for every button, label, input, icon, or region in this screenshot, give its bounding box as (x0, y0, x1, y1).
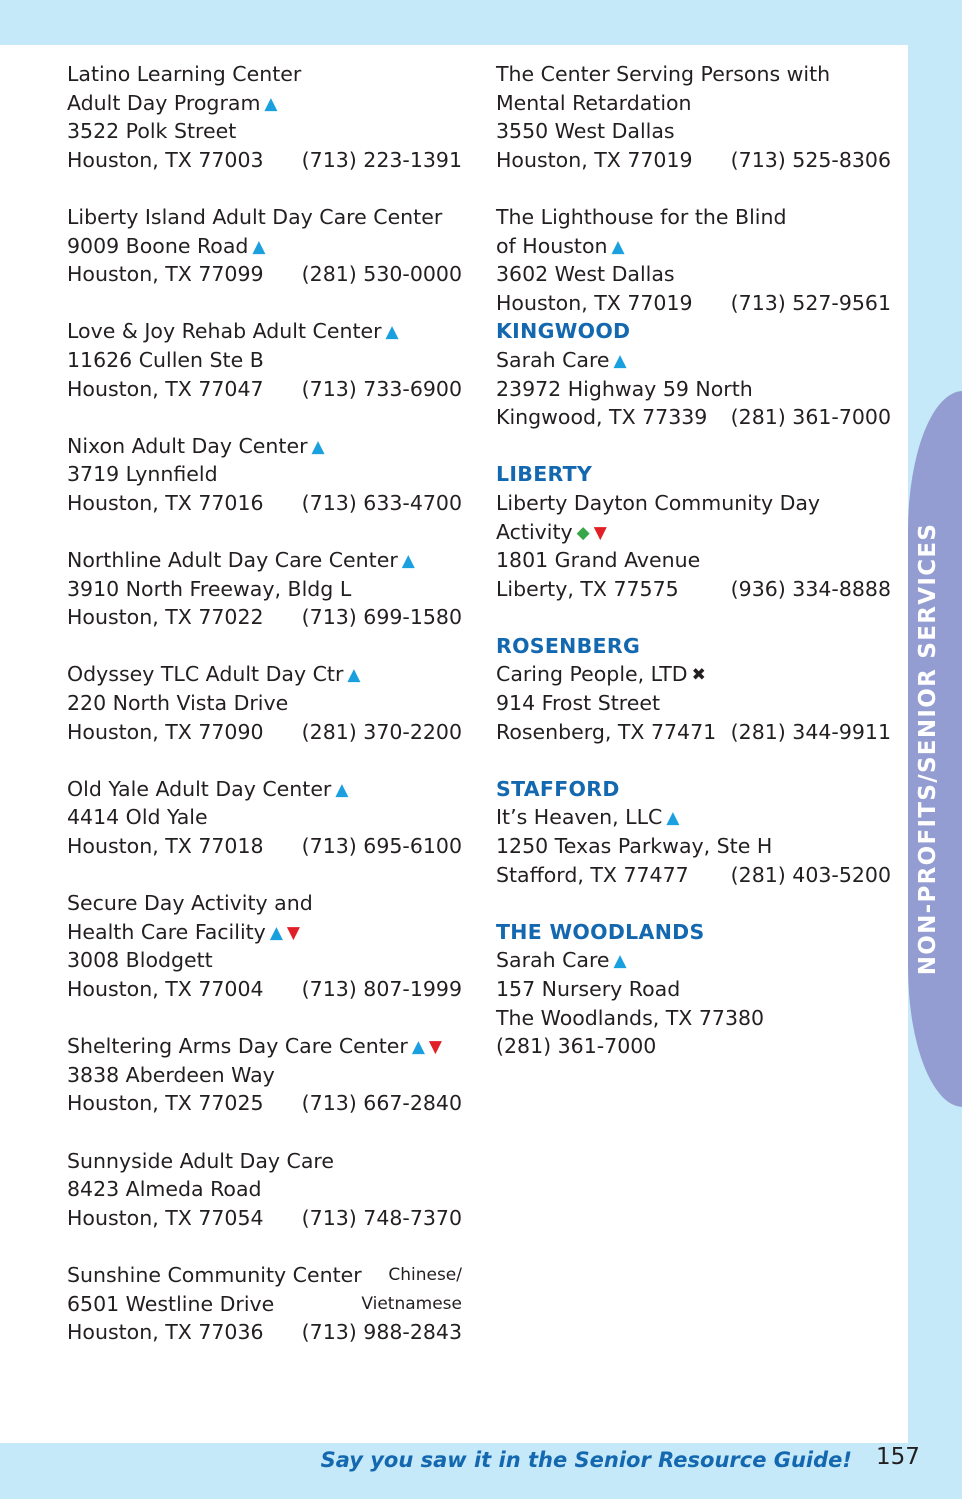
listing-city: Houston, TX 77004 (67, 977, 264, 1001)
listing-name: Latino Learning Center (67, 62, 302, 86)
listing-sunnyside (67, 1147, 462, 1233)
listing-city: The Woodlands, TX 77380 (496, 1005, 765, 1030)
listing-language: Chinese/ (388, 1264, 462, 1285)
listing-phone: (713) 695-6100 (301, 834, 462, 859)
triangle-up-icon: ▲ (311, 436, 325, 457)
listing-nixon (67, 432, 462, 518)
listing-name-cont: of Houston (496, 233, 608, 258)
listing-address: 11626 Cullen Ste B (67, 347, 264, 372)
page-number: 157 (876, 1444, 920, 1470)
listing-name: It’s Heaven, LLC (496, 805, 663, 830)
listing-address: 3910 North Freeway, Bldg L (67, 576, 352, 601)
listing-city: Houston, TX 77099 (67, 262, 264, 287)
section-tab-label: NON-PROFITS/SENIOR SERVICES (915, 522, 941, 976)
listing-address: 3522 Polk Street (67, 119, 237, 144)
listing-city: Houston, TX 77016 (67, 490, 264, 515)
listing-lighthouse-blind (496, 203, 891, 317)
triangle-down-icon: ▼ (286, 922, 300, 943)
listing-address: 1801 Grand Avenue (496, 548, 701, 573)
cross-icon: ✖ (691, 665, 706, 686)
listing-latino-learning-center (67, 60, 462, 174)
triangle-up-icon: ▲ (401, 551, 415, 572)
listing-phone: (936) 334-8888 (730, 576, 891, 601)
section-stafford (496, 775, 891, 889)
left-column (67, 60, 462, 1347)
listing-phone: (713) 525-8306 (730, 147, 891, 172)
listing-name: Sarah Care (496, 347, 610, 372)
listing-address: 6501 Westline Drive (67, 1291, 275, 1316)
section-rosenberg (496, 632, 891, 746)
listing-city: Houston, TX 77047 (67, 376, 264, 401)
listing-address: 4414 Old Yale (67, 805, 208, 830)
listing-center-serving-persons (496, 60, 891, 174)
section-heading: LIBERTY (496, 462, 593, 487)
listing-secure-day (67, 889, 462, 1003)
listing-name-cont: Mental Retardation (496, 90, 692, 115)
listing-name: Love & Joy Rehab Adult Center (67, 319, 382, 344)
listing-address: 3838 Aberdeen Way (67, 1062, 275, 1087)
section-heading: THE WOODLANDS (496, 919, 705, 944)
listing-name-cont: Health Care Facility (67, 919, 266, 944)
listing-city: Liberty, TX 77575 (496, 576, 679, 601)
listing-city: Houston, TX 77003 (67, 147, 264, 172)
listing-address: 1250 Texas Parkway, Ste H (496, 834, 773, 859)
listing-city: Houston, TX 77018 (67, 834, 264, 859)
section-heading: KINGWOOD (496, 319, 631, 344)
listing-city: Houston, TX 77036 (67, 1320, 264, 1345)
listing-name: Old Yale Adult Day Center (67, 776, 332, 801)
listing-phone: (713) 699-1580 (301, 605, 462, 630)
listing-name: Liberty Island Adult Day Care Center (67, 204, 443, 229)
listing-phone: (281) 344-9911 (730, 719, 891, 744)
listing-address: 914 Frost Street (496, 691, 660, 716)
listing-name: Sunshine Community Center (67, 1262, 362, 1287)
listing-name: The Lighthouse for the Blind (496, 204, 787, 229)
listing-city: Houston, TX 77090 (67, 719, 264, 744)
triangle-up-icon: ▲ (335, 779, 349, 800)
listing-odyssey (67, 660, 462, 746)
listing-northline (67, 546, 462, 632)
listing-phone: (713) 748-7370 (301, 1205, 462, 1230)
triangle-up-icon: ▲ (264, 93, 278, 114)
section-liberty (496, 460, 891, 603)
triangle-up-icon: ▲ (666, 808, 680, 829)
listing-liberty-island (67, 203, 462, 289)
listing-name: Northline Adult Day Care Center (67, 548, 398, 573)
right-column (496, 60, 891, 1061)
section-heading: ROSENBERG (496, 633, 641, 658)
listing-address: 3719 Lynnfield (67, 462, 218, 487)
listing-address: 3008 Blodgett (67, 948, 213, 973)
listing-old-yale (67, 775, 462, 861)
listing-phone: (713) 733-6900 (301, 376, 462, 401)
triangle-up-icon: ▲ (269, 922, 283, 943)
listing-city: Kingwood, TX 77339 (496, 405, 708, 430)
section-kingwood (496, 317, 891, 431)
listing-city: Houston, TX 77019 (496, 147, 693, 172)
listing-name: The Center Serving Persons with (496, 62, 831, 86)
listing-name-cont: Activity (496, 519, 573, 544)
listing-city: Stafford, TX 77477 (496, 862, 689, 887)
listing-phone: (713) 527-9561 (730, 290, 891, 315)
listing-name: Liberty Dayton Community Day (496, 490, 821, 515)
listing-phone: (713) 667-2840 (301, 1091, 462, 1116)
triangle-down-icon: ▼ (428, 1037, 442, 1058)
listing-phone: (713) 807-1999 (301, 977, 462, 1001)
listing-phone: (713) 223-1391 (301, 147, 462, 172)
listing-phone: (281) 361-7000 (496, 1034, 657, 1059)
listing-name-cont: Adult Day Program (67, 90, 261, 115)
section-the-woodlands (496, 918, 891, 1061)
listing-language-cont: Vietnamese (361, 1293, 462, 1314)
triangle-up-icon: ▲ (613, 951, 627, 972)
listing-address: 3602 West Dallas (496, 262, 675, 287)
triangle-up-icon: ▲ (252, 236, 266, 257)
listing-city: Houston, TX 77054 (67, 1205, 264, 1230)
listing-address: 157 Nursery Road (496, 977, 681, 1001)
triangle-up-icon: ▲ (611, 236, 625, 257)
listing-address: 9009 Boone Road (67, 233, 249, 258)
listing-address: 220 North Vista Drive (67, 691, 289, 716)
listing-name: Secure Day Activity and (67, 891, 313, 916)
listing-address: 23972 Highway 59 North (496, 376, 753, 401)
section-heading: STAFFORD (496, 776, 620, 801)
listing-city: Houston, TX 77022 (67, 605, 264, 630)
triangle-down-icon: ▼ (593, 522, 607, 543)
listing-phone: (713) 988-2843 (301, 1320, 462, 1345)
diamond-icon: ◆ (576, 522, 590, 543)
listing-city: Houston, TX 77019 (496, 290, 693, 315)
listing-address: 3550 West Dallas (496, 119, 675, 144)
listing-phone: (281) 530-0000 (301, 262, 462, 287)
listing-phone: (281) 361-7000 (730, 405, 891, 430)
listing-phone: (281) 370-2200 (301, 719, 462, 744)
listing-sheltering-arms (67, 1032, 462, 1118)
listing-name: Sunnyside Adult Day Care (67, 1148, 335, 1173)
listing-phone: (713) 633-4700 (301, 490, 462, 515)
listing-love-joy (67, 317, 462, 403)
listing-name: Odyssey TLC Adult Day Ctr (67, 662, 344, 687)
footer-tagline: Say you saw it in the Senior Resource Guide! (320, 1448, 852, 1472)
triangle-up-icon: ▲ (347, 665, 361, 686)
triangle-up-icon: ▲ (613, 350, 627, 371)
listing-name: Sarah Care (496, 948, 610, 973)
listing-city: Rosenberg, TX 77471 (496, 719, 717, 744)
listing-phone: (281) 403-5200 (730, 862, 891, 887)
triangle-up-icon: ▲ (385, 322, 399, 343)
listing-sunshine (67, 1261, 462, 1347)
listing-name: Caring People, LTD (496, 662, 688, 687)
listing-address: 8423 Almeda Road (67, 1177, 262, 1202)
triangle-up-icon: ▲ (411, 1037, 425, 1058)
listing-city: Houston, TX 77025 (67, 1091, 264, 1116)
listing-name: Sheltering Arms Day Care Center (67, 1034, 408, 1059)
listing-name: Nixon Adult Day Center (67, 433, 308, 458)
